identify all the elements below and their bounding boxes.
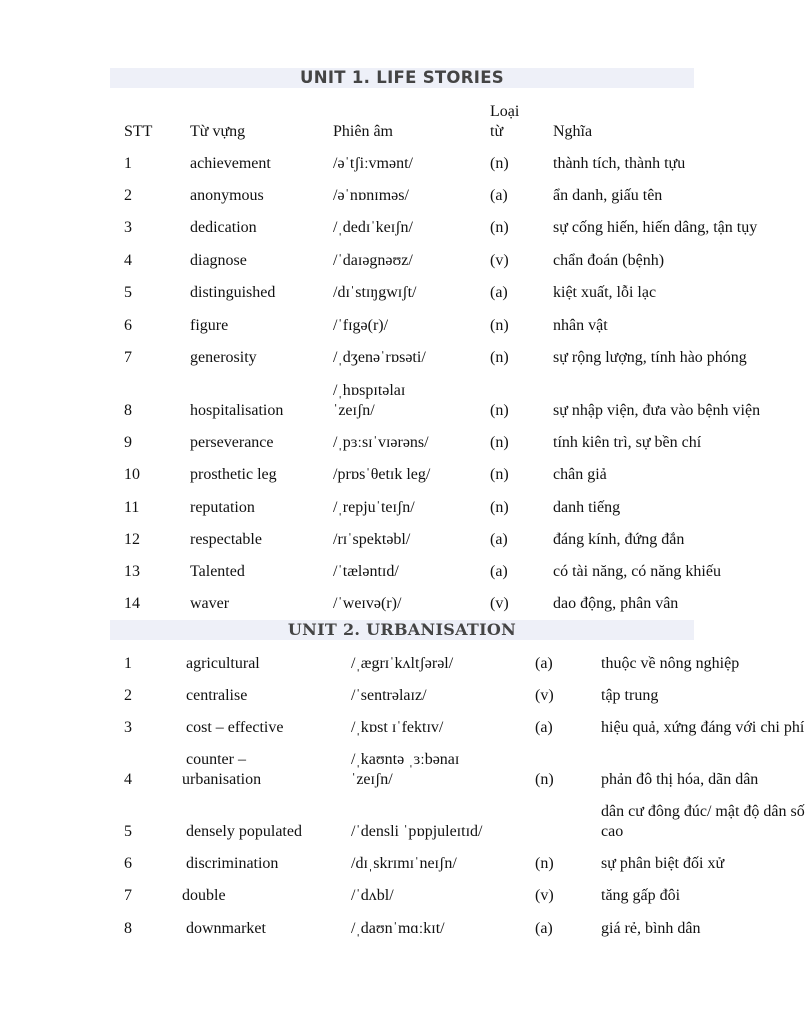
row3-no: 3 — [124, 219, 132, 236]
row3-type: (n) — [490, 219, 509, 236]
u2-row2-word: centralise — [186, 687, 248, 704]
row10-word: prosthetic leg — [190, 466, 277, 483]
row7-phonetic: /ˌdʒenəˈrɒsəti/ — [333, 349, 426, 366]
row8-meaning: sự nhập viện, đưa vào bệnh viện — [553, 402, 761, 419]
u2-row3-meaning: hiệu quả, xứng đáng với chi phí — [601, 719, 805, 736]
row14-phonetic: /ˈweɪvə(r)/ — [333, 595, 402, 612]
row7-word: generosity — [190, 349, 257, 366]
row9-meaning: tính kiên trì, sự bền chí — [553, 434, 702, 451]
row8-phonetic-line1: /ˌhɒspɪtəlaɪ — [333, 382, 406, 399]
u2-row5-meaning-line2: cao — [601, 823, 624, 840]
u2-row2-type: (v) — [535, 687, 554, 704]
u2-row1-no: 1 — [124, 655, 132, 672]
row7-no: 7 — [124, 349, 132, 366]
row11-phonetic: /ˌrepjuˈteɪʃn/ — [333, 499, 415, 516]
u2-row4-type: (n) — [535, 771, 554, 788]
row6-word: figure — [190, 317, 229, 334]
row13-type: (a) — [490, 563, 508, 580]
row4-phonetic: /ˈdaɪəgnəʊz/ — [333, 252, 413, 269]
row6-no: 6 — [124, 317, 132, 334]
row11-word: reputation — [190, 499, 255, 516]
u2-row6-word: discrimination — [186, 855, 279, 872]
row4-meaning: chẩn đoán (bệnh) — [553, 252, 665, 269]
u2-row6-type: (n) — [535, 855, 554, 872]
row13-meaning: có tài năng, có năng khiếu — [553, 563, 721, 580]
row2-type: (a) — [490, 187, 508, 204]
row14-no: 14 — [124, 595, 140, 612]
row11-meaning: danh tiếng — [553, 499, 621, 516]
u2-row4-phonetic-line1: /ˌkaʊntə ˌɜːbənaɪ — [351, 751, 460, 768]
row8-no: 8 — [124, 402, 132, 419]
u2-row5-word: densely populated — [186, 823, 302, 840]
u2-row7-meaning: tăng gấp đôi — [601, 887, 681, 904]
row8-word: hospitalisation — [190, 402, 284, 419]
u2-row6-no: 6 — [124, 855, 132, 872]
row11-no: 11 — [124, 499, 140, 516]
row2-word: anonymous — [190, 187, 264, 204]
row10-meaning: chân giả — [553, 466, 607, 483]
row13-no: 13 — [124, 563, 140, 580]
row4-no: 4 — [124, 252, 132, 269]
u2-row3-no: 3 — [124, 719, 132, 736]
u2-row8-word: downmarket — [186, 920, 266, 937]
u2-row5-meaning-line1: dân cư đông đúc/ mật độ dân số — [601, 803, 805, 820]
row2-no: 2 — [124, 187, 132, 204]
row10-no: 10 — [124, 466, 140, 483]
row7-meaning: sự rộng lượng, tính hào phóng — [553, 349, 747, 366]
row11-type: (n) — [490, 499, 509, 516]
row14-meaning: dao động, phân vân — [553, 595, 679, 612]
row12-word: respectable — [190, 531, 262, 548]
u2-row7-no: 7 — [124, 887, 132, 904]
u2-row1-type: (a) — [535, 655, 553, 672]
u2-row2-meaning: tập trung — [601, 687, 659, 704]
row7-type: (n) — [490, 349, 509, 366]
row6-phonetic: /ˈfɪgə(r)/ — [333, 317, 389, 334]
u2-row8-type: (a) — [535, 920, 553, 937]
u2-row4-phonetic-line2: ˈzeɪʃn/ — [351, 771, 393, 788]
row9-no: 9 — [124, 434, 132, 451]
u2-row8-phonetic: /ˌdaʊnˈmɑːkɪt/ — [351, 920, 445, 937]
u2-row3-phonetic: /ˌkɒst ɪˈfektɪv/ — [351, 719, 444, 736]
u2-row6-phonetic: /dɪˌskrɪmɪˈneɪʃn/ — [351, 855, 457, 872]
u2-row4-word-line1: counter – — [186, 751, 246, 768]
row12-phonetic: /rɪˈspektəbl/ — [333, 531, 411, 548]
row2-phonetic: /əˈnɒnɪməs/ — [333, 187, 409, 204]
u2-row5-no: 5 — [124, 823, 132, 840]
row9-word: perseverance — [190, 434, 274, 451]
row3-meaning: sự cống hiến, hiến dâng, tận tụy — [553, 219, 758, 236]
row5-word: distinguished — [190, 284, 276, 301]
row12-meaning: đáng kính, đứng đắn — [553, 531, 685, 548]
header-word: Từ vựng — [190, 123, 246, 140]
u2-row1-meaning: thuộc về nông nghiệp — [601, 655, 740, 672]
unit1-title: UNIT 1. LIFE STORIES — [110, 68, 694, 88]
header-stt: STT — [124, 123, 153, 140]
u2-row7-type: (v) — [535, 887, 554, 904]
row13-word: Talented — [190, 563, 245, 580]
row6-type: (n) — [490, 317, 509, 334]
row5-type: (a) — [490, 284, 508, 301]
u2-row4-no: 4 — [124, 771, 132, 788]
row14-type: (v) — [490, 595, 509, 612]
row12-type: (a) — [490, 531, 508, 548]
u2-row1-word: agricultural — [186, 655, 260, 672]
row4-word: diagnose — [190, 252, 247, 269]
header-type-line2: từ — [490, 123, 504, 140]
u2-row4-word-line2: urbanisation — [182, 771, 262, 788]
u2-row6-meaning: sự phân biệt đối xử — [601, 855, 725, 872]
row2-meaning: ẩn danh, giấu tên — [553, 187, 663, 204]
u2-row5-phonetic: /ˈdensli ˈpɒpjuleɪtɪd/ — [351, 823, 483, 840]
u2-row7-word: double — [182, 887, 226, 904]
row1-type: (n) — [490, 155, 509, 172]
header-phonetic: Phiên âm — [333, 123, 393, 140]
row13-phonetic: /ˈtæləntɪd/ — [333, 563, 399, 580]
row12-no: 12 — [124, 531, 140, 548]
u2-row2-phonetic: /ˈsentrəlaɪz/ — [351, 687, 427, 704]
row1-word: achievement — [190, 155, 271, 172]
u2-row7-phonetic: /ˈdʌbl/ — [351, 887, 394, 904]
row1-no: 1 — [124, 155, 132, 172]
header-meaning: Nghĩa — [553, 123, 593, 140]
row6-meaning: nhân vật — [553, 317, 608, 334]
row4-type: (v) — [490, 252, 509, 269]
row5-phonetic: /dɪˈstɪŋgwɪʃt/ — [333, 284, 417, 301]
row1-meaning: thành tích, thành tựu — [553, 155, 686, 172]
u2-row4-meaning: phản đô thị hóa, dãn dân — [601, 771, 759, 788]
row3-word: dedication — [190, 219, 257, 236]
row9-phonetic: /ˌpɜːsɪˈvɪərəns/ — [333, 434, 429, 451]
row5-meaning: kiệt xuất, lỗi lạc — [553, 284, 657, 301]
row10-phonetic: /prɒsˈθetɪk leg/ — [333, 466, 431, 483]
row5-no: 5 — [124, 284, 132, 301]
row10-type: (n) — [490, 466, 509, 483]
header-type-line1: Loại — [490, 103, 520, 120]
row1-phonetic: /əˈtʃiːvmənt/ — [333, 155, 413, 172]
u2-row3-type: (a) — [535, 719, 553, 736]
row14-word: waver — [190, 595, 230, 612]
u2-row2-no: 2 — [124, 687, 132, 704]
u2-row8-no: 8 — [124, 920, 132, 937]
u2-row1-phonetic: /ˌægrɪˈkʌltʃərəl/ — [351, 655, 454, 672]
u2-row3-word: cost – effective — [186, 719, 284, 736]
unit2-title: UNIT 2. URBANISATION — [110, 620, 694, 640]
row3-phonetic: /ˌdedɪˈkeɪʃn/ — [333, 219, 413, 236]
u2-row8-meaning: giá rẻ, bình dân — [601, 920, 701, 937]
row8-phonetic-line2: ˈzeɪʃn/ — [333, 402, 375, 419]
row9-type: (n) — [490, 434, 509, 451]
row8-type: (n) — [490, 402, 509, 419]
